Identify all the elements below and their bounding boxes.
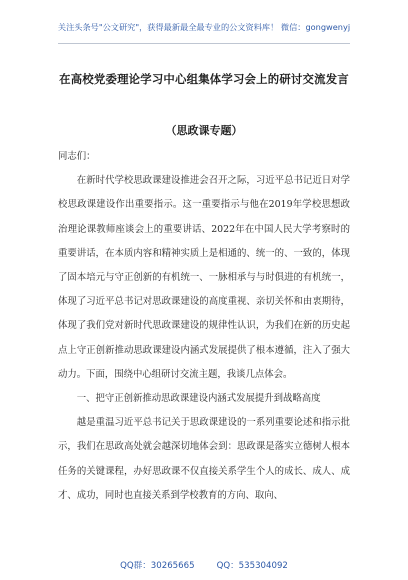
- footer-qq-group: QQ群：30265665: [120, 561, 195, 571]
- salutation: 同志们：: [58, 151, 96, 162]
- header-divider: [58, 43, 350, 44]
- body-paragraph: 越是重温习近平总书记关于思政课建设的一系列重要论述和指示批示，我们在思政高处就会越深切地体会到：思政课是落实立德树人根本任务的关键课程，办好思政课不仅直接关系学生个人的成长、成人、成才、成功，同时也直接关系到学校教育的方向、取向、: [58, 417, 350, 501]
- body-paragraph: 在新时代学校思政课建设推进会召开之际，习近平总书记近日对学校思政课建设作出重要指示。这一重要指示与他在2019年学校思想政治理论课教师座谈会上的重要讲话、2022年在中国人民大学考察时的重要讲话，在本质内容和精神实质上是相通的、统一的、一致的，体现了固本培元与守正创新的有机统一、一脉相承与与时俱进的有机统一，体现了习近平总书记对思政课建设的高度重视、亲切关怀和由衷期待，体现了我们党对新时代思政课建设的规律性认识，为我们在新的历史起点上守正创新推动思政课建设内涵式发展提供了根本遵循，注入了强大动力。下面，围绕中心组研讨交流主题，我谈几点体会。: [58, 175, 350, 380]
- document-body: [58, 145, 350, 508]
- document-title: 在高校党委理论学习中心组集体学习会上的研讨交流发言: [59, 72, 349, 86]
- header-banner: 关注头条号"公文研究"，获得最新最全最专业的公文资料库！ 微信：gongwenyj: [57, 22, 351, 32]
- footer-qq: QQ：535304092: [216, 561, 288, 571]
- section-heading: 一、把守正创新推动思政课建设内涵式发展提升到战略高度: [76, 393, 321, 405]
- document-subtitle: （思政课专题）: [165, 124, 243, 137]
- footer-contact: [0, 559, 408, 571]
